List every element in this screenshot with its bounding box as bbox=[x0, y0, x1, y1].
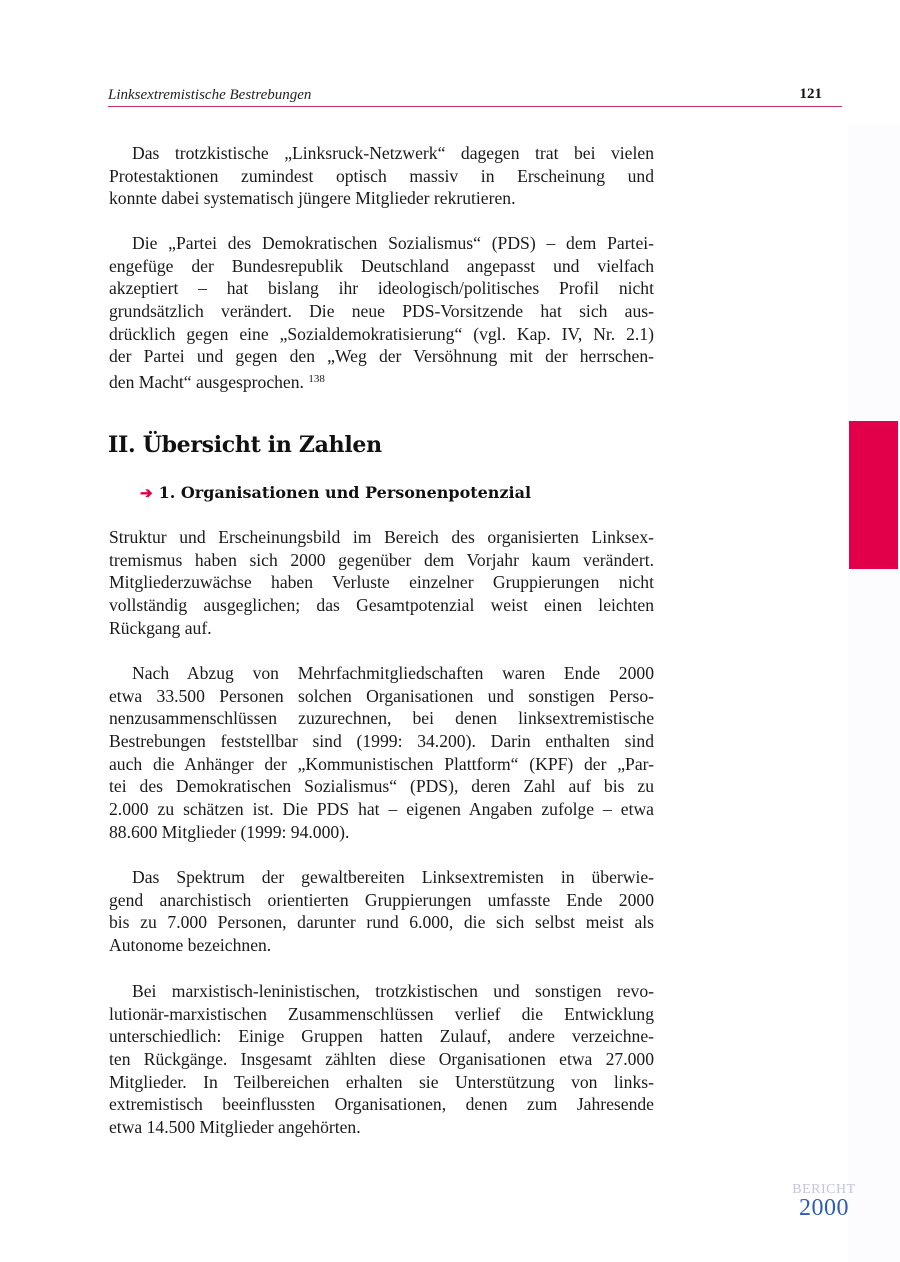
text-line: ten Rückgänge. Insgesamt zählten diese Organisationen etwa 27.000 bbox=[109, 1049, 654, 1070]
text-line: nenzusammenschlüssen zuzurechnen, bei denen linksextremistische bbox=[109, 708, 654, 729]
report-logo bbox=[789, 1183, 859, 1219]
text-line: auch die Anhänger der „Kommunistischen Plattform“ (KPF) der „Par- bbox=[109, 753, 654, 774]
text-line: Protestaktionen zumindest optisch massiv in Erscheinung und bbox=[109, 165, 654, 186]
page-number: 121 bbox=[799, 86, 822, 102]
text-line: 88.600 Mitglieder (1999: 94.000). bbox=[109, 821, 350, 842]
subsection-heading bbox=[140, 483, 531, 502]
footnote-reference[interactable]: 138 bbox=[308, 373, 325, 386]
running-header bbox=[108, 86, 842, 107]
text-line: etwa 33.500 Personen solchen Organisationen und sonstigen Perso- bbox=[109, 685, 654, 706]
text-line: drücklich gegen eine „Sozialdemokratisierung“ (vgl. Kap. IV, Nr. 2.1) bbox=[109, 323, 654, 344]
text-line: bis zu 7.000 Personen, darunter rund 6.000, die sich selbst meist als bbox=[109, 912, 654, 933]
paragraph-linksruck bbox=[109, 142, 654, 210]
paragraph-marxistisch bbox=[109, 980, 654, 1139]
text-line: gend anarchistisch orientierten Gruppierungen umfasste Ende 2000 bbox=[109, 889, 654, 910]
text-line: grundsätzlich verändert. Die neue PDS-Vorsitzende hat sich aus- bbox=[109, 301, 654, 322]
text-line: 2.000 zu schätzen ist. Die PDS hat – eigenen Angaben zufolge – etwa bbox=[109, 799, 654, 820]
paragraph-pds bbox=[109, 232, 654, 391]
running-title: Linksextremistische Bestrebungen bbox=[108, 87, 312, 103]
paragraph-gewaltbereite bbox=[109, 866, 654, 957]
paragraph-mitgliedschaften bbox=[109, 662, 654, 844]
text-line: Autonome bezeichnen. bbox=[109, 935, 272, 956]
text-line: vollständig ausgeglichen; das Gesamtpotenzial weist einen leichten bbox=[109, 595, 654, 616]
subsection-title: 1. Organisationen und Personenpotenzial bbox=[158, 483, 532, 502]
text-line: lutionär-marxistischen Zusammenschlüssen verlief die Entwicklung bbox=[109, 1003, 654, 1024]
text-line: tei des Demokratischen Sozialismus“ (PDS), deren Zahl auf bis zu bbox=[109, 776, 654, 797]
text-line: Nach Abzug von Mehrfachmitgliedschaften waren Ende 2000 bbox=[132, 663, 654, 683]
chapter-tab-marker bbox=[849, 421, 898, 569]
text-line-with-footnote bbox=[109, 368, 654, 391]
section-heading: II. Übersicht in Zahlen bbox=[108, 432, 382, 458]
text-line: Das trotzkistische „Linksruck-Netzwerk“ dagegen trat bei vielen bbox=[132, 143, 654, 163]
text-line: unterschiedlich: Einige Gruppen hatten Zulauf, andere verzeichne- bbox=[109, 1026, 654, 1047]
text-line: Mitglieder. In Teilbereichen erhalten sie Unterstützung von links- bbox=[109, 1071, 654, 1092]
logo-wordmark: BERICHT bbox=[792, 1182, 856, 1197]
text-line: Mitgliederzuwächse haben Verluste einzelner Gruppierungen nicht bbox=[109, 572, 654, 593]
text-line: Bestrebungen feststellbar sind (1999: 34.200). Darin enthalten sind bbox=[109, 731, 654, 752]
text-line: den Macht“ ausgesprochen. bbox=[109, 372, 304, 393]
text-line: Die „Partei des Demokratischen Sozialismus“ (PDS) – dem Partei- bbox=[132, 233, 654, 253]
logo-year: 2000 bbox=[799, 1195, 849, 1221]
text-line: Bei marxistisch-leninistischen, trotzkistischen und sonstigen revo- bbox=[132, 981, 654, 1001]
paragraph-struktur bbox=[109, 526, 654, 639]
margin-strip bbox=[848, 124, 900, 1262]
arrow-right-icon: ➔ bbox=[140, 484, 153, 502]
text-line: extremistisch beeinflussten Organisationen, denen zum Jahresende bbox=[109, 1094, 654, 1115]
text-line: tremismus haben sich 2000 gegenüber dem Vorjahr kaum verändert. bbox=[109, 549, 654, 570]
text-line: etwa 14.500 Mitglieder angehörten. bbox=[109, 1117, 361, 1138]
text-line: Struktur und Erscheinungsbild im Bereich des organisierten Linksex- bbox=[109, 527, 654, 547]
text-line: der Partei und gegen den „Weg der Versöhnung mit der herrschen- bbox=[109, 346, 654, 367]
text-line: konnte dabei systematisch jüngere Mitglieder rekrutieren. bbox=[109, 188, 516, 209]
text-line: akzeptiert – hat bislang ihr ideologisch/politisches Profil nicht bbox=[109, 278, 654, 299]
text-line: engefüge der Bundesrepublik Deutschland angepasst und vielfach bbox=[109, 255, 654, 276]
text-line: Rückgang auf. bbox=[109, 617, 212, 638]
text-line: Das Spektrum der gewaltbereiten Linksextremisten in überwie- bbox=[132, 867, 654, 887]
